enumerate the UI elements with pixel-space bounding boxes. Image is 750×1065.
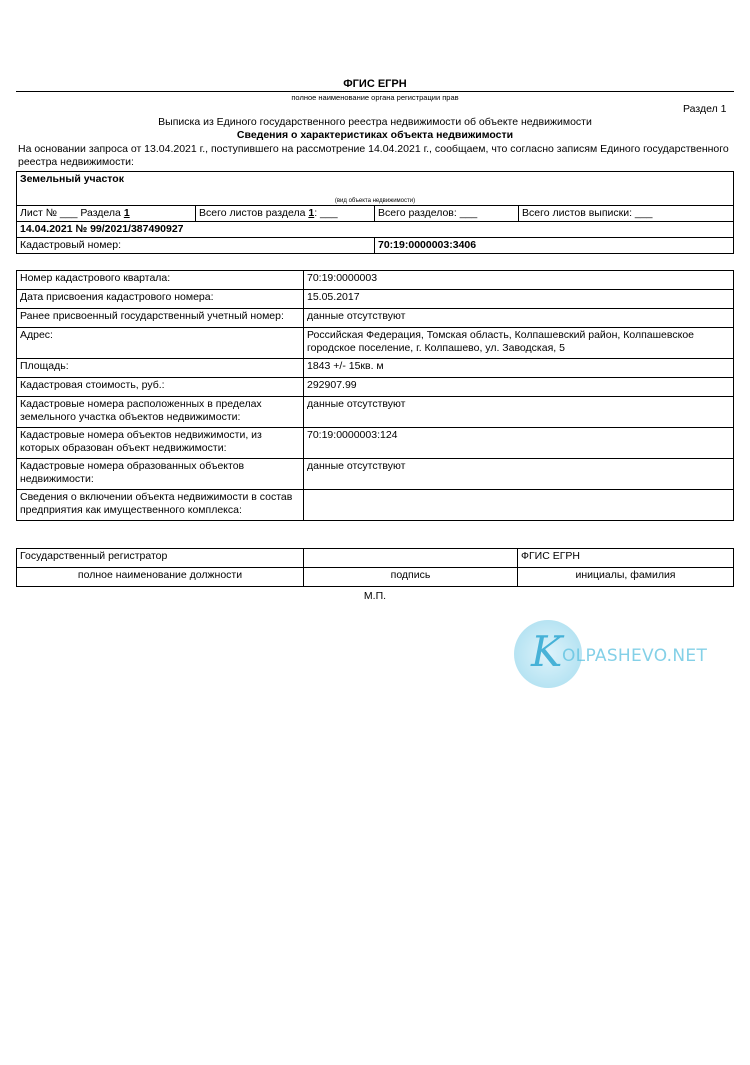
caption-signature: подпись bbox=[304, 568, 518, 587]
section-label: Раздел 1 bbox=[683, 103, 727, 115]
cadastral-value: 70:19:0000003:3406 bbox=[375, 238, 734, 254]
detail-row bbox=[17, 309, 734, 328]
detail-label: Дата присвоения кадастрового номера: bbox=[17, 290, 304, 309]
object-header-table bbox=[16, 171, 734, 254]
registrar-position: Государственный регистратор bbox=[17, 549, 304, 568]
detail-row bbox=[17, 397, 734, 428]
detail-value: Российская Федерация, Томская область, Колпашевский район, Колпашевское городское поселение, г. Колпашево, ул. Заводская, 5 bbox=[304, 328, 734, 359]
total-sheets-extract-cell: Всего листов выписки: ___ bbox=[519, 206, 734, 222]
watermark-rest: OLPASHEVO.NET bbox=[562, 646, 708, 666]
detail-value: 70:19:0000003 bbox=[304, 271, 734, 290]
caption-name: инициалы, фамилия bbox=[518, 568, 734, 587]
details-table bbox=[16, 270, 734, 521]
signature-blank bbox=[304, 549, 518, 568]
total-sheets-section-num: 1 bbox=[308, 207, 315, 219]
detail-row bbox=[17, 290, 734, 309]
agency-caption: полное наименование органа регистрации прав bbox=[291, 93, 459, 102]
detail-value: данные отсутствуют bbox=[304, 397, 734, 428]
detail-value: данные отсутствуют bbox=[304, 459, 734, 490]
detail-label: Номер кадастрового квартала: bbox=[17, 271, 304, 290]
detail-label: Площадь: bbox=[17, 359, 304, 378]
detail-label: Кадастровые номера образованных объектов недвижимости: bbox=[17, 459, 304, 490]
sheet-label: Лист № ___ Раздела bbox=[20, 207, 121, 219]
detail-row bbox=[17, 328, 734, 359]
detail-value: 292907.99 bbox=[304, 378, 734, 397]
detail-row bbox=[17, 271, 734, 290]
watermark-letter-k: K bbox=[531, 627, 563, 676]
sheet-section-num: 1 bbox=[123, 207, 130, 219]
detail-value: 70:19:0000003:124 bbox=[304, 428, 734, 459]
detail-row bbox=[17, 490, 734, 521]
detail-row bbox=[17, 459, 734, 490]
kolpashevo-watermark-logo bbox=[514, 616, 744, 692]
object-type-cell bbox=[17, 172, 734, 206]
detail-value: 15.05.2017 bbox=[304, 290, 734, 309]
object-type-caption: (вид объекта недвижимости) bbox=[334, 198, 416, 204]
total-sheets-section-label: Всего листов раздела bbox=[199, 207, 306, 219]
agency-title: ФГИС ЕГРН bbox=[343, 78, 407, 90]
detail-row bbox=[17, 428, 734, 459]
detail-row bbox=[17, 359, 734, 378]
caption-position: полное наименование должности bbox=[17, 568, 304, 587]
detail-label: Ранее присвоенный государственный учетный номер: bbox=[17, 309, 304, 328]
detail-label: Сведения о включении объекта недвижимости в состав предприятия как имущественного комплекса: bbox=[17, 490, 304, 521]
extract-subtitle: Сведения о характеристиках объекта недвижимости bbox=[236, 129, 514, 141]
registrar-name: ФГИС ЕГРН bbox=[518, 549, 734, 568]
object-type: Земельный участок bbox=[20, 173, 124, 185]
detail-value: данные отсутствуют bbox=[304, 309, 734, 328]
intro-text: На основании запроса от 13.04.2021 г., поступившего на рассмотрение 14.04.2021 г., сообщаем, что согласно записям Единого государственного реестра недвижимости: bbox=[18, 143, 729, 168]
extract-title: Выписка из Единого государственного реестра недвижимости об объекте недвижимости bbox=[158, 116, 592, 128]
detail-value bbox=[304, 490, 734, 521]
total-sections-cell: Всего разделов: ___ bbox=[375, 206, 519, 222]
detail-label: Кадастровая стоимость, руб.: bbox=[17, 378, 304, 397]
cadastral-label: Кадастровый номер: bbox=[17, 238, 375, 254]
detail-label: Кадастровые номера объектов недвижимости, из которых образован объект недвижимости: bbox=[17, 428, 304, 459]
detail-label: Адрес: bbox=[17, 328, 304, 359]
agency-underline bbox=[16, 91, 734, 92]
date-number: 14.04.2021 № 99/2021/387490927 bbox=[17, 222, 734, 238]
detail-label: Кадастровые номера расположенных в пределах земельного участка объектов недвижимости: bbox=[17, 397, 304, 428]
detail-value: 1843 +/- 15кв. м bbox=[304, 359, 734, 378]
detail-row bbox=[17, 378, 734, 397]
signature-table bbox=[16, 548, 734, 587]
stamp-mark: М.П. bbox=[363, 590, 387, 602]
total-sheets-section-suffix: : ___ bbox=[314, 207, 338, 219]
